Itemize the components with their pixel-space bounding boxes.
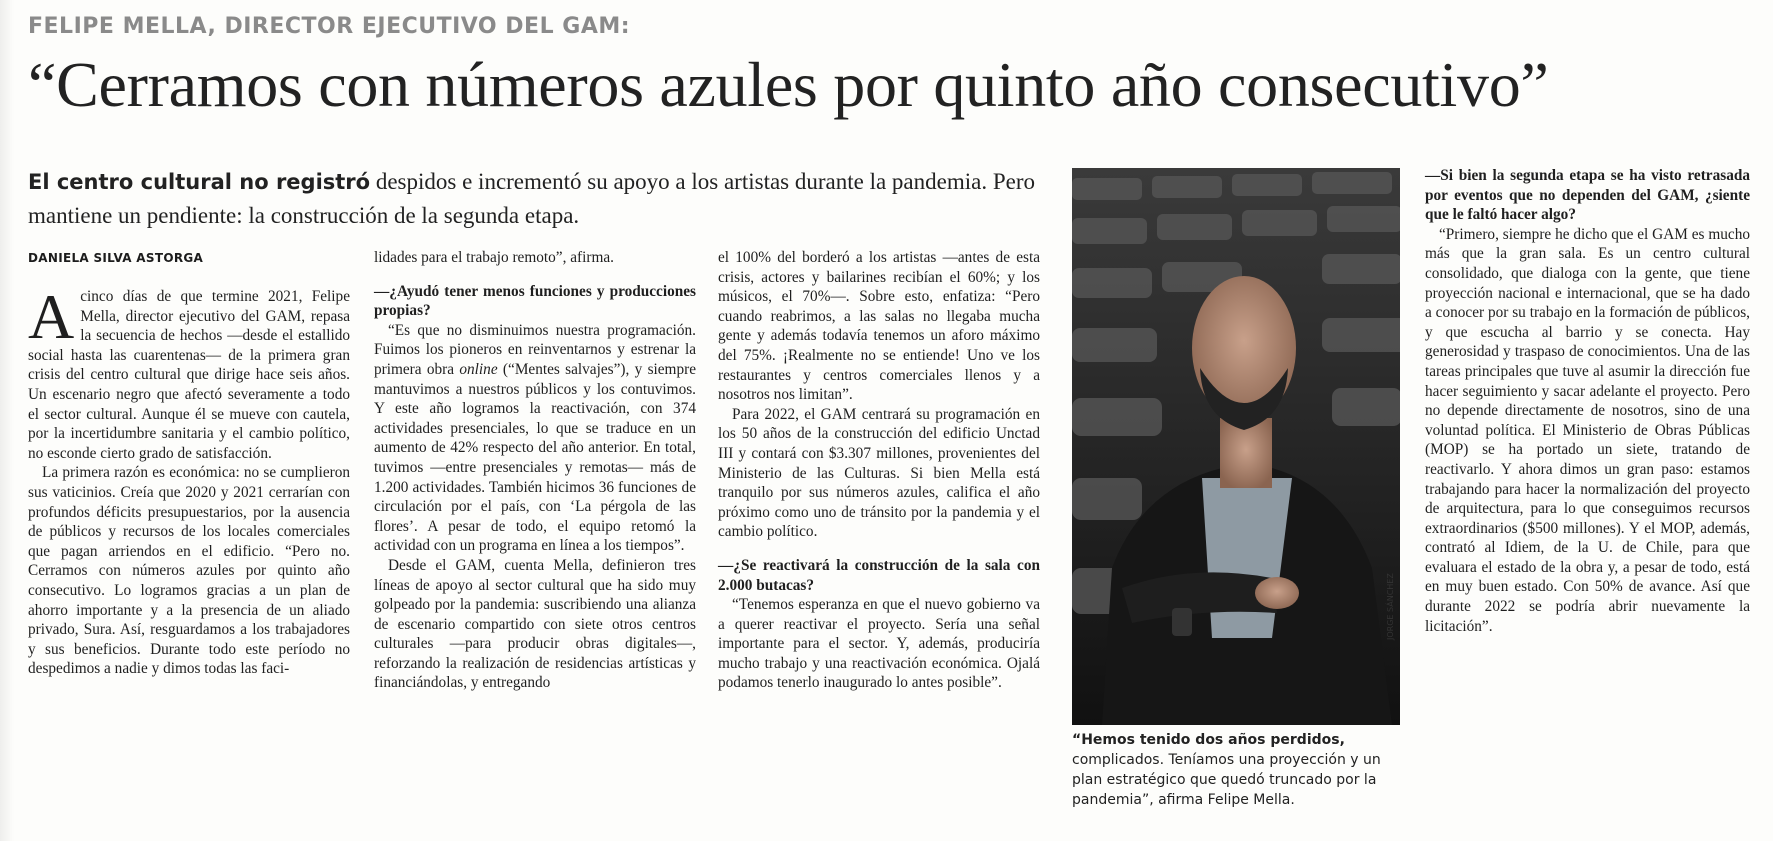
- caption-lead: “Hemos tenido dos años perdidos,: [1072, 732, 1345, 748]
- page-gutter-shadow: [0, 0, 14, 841]
- paragraph: Para 2022, el GAM centrará su programación en los 50 años de la construcción del edificio Unctad III y contará con $3.307 millones, provenientes del Ministerio de las Culturas. Si bien Mella está tranquilo por sus números azules, califica el año próximo como uno de tránsito por la pandemia y el cambio político.: [718, 405, 1040, 541]
- paragraph-text: cinco días de que termine 2021, Felipe Mella, director ejecutivo del GAM, repasa la secuencia de hechos —desde el estallido social hasta las cuarentenas— de la primera gran crisis del centro cultural que dirige hace seis años. Un escenario negro que afectó severamente a todo el sector cultural. Aunque él se mueve con cautela, por la incertidumbre sanitaria y el cambio político, no esconde cierto grado de satisfacción.: [28, 288, 350, 462]
- headline: “Cerramos con números azules por quinto año consecutivo”: [28, 49, 1549, 120]
- photo-credit: JORGE SÁNCHEZ: [1386, 573, 1395, 640]
- portrait-photo: [1072, 168, 1400, 725]
- paragraph: lidades para el trabajo remoto”, afirma.: [374, 249, 614, 266]
- paragraph: La primera razón es económica: no se cumplieron sus vaticinios. Creía que 2020 y 2021 cerrarían con profundos déficits presupuestarios, por la ausencia de públicos y recursos de los locales comerciales que pagan arriendos en el edificio. “Pero no. Cerramos con números azules por quinto año consecutivo. Lo logramos gracias a un plan de ahorro importante y a la presencia de un aliado privado, Sura. Así, resguardamos a los trabajadores y sus beneficios. Durante todo este período no despedimos a nadie y dimos todas las faci-: [28, 464, 350, 678]
- paragraph: [28, 281, 350, 463]
- deck-lead: El centro cultural no registró: [28, 170, 371, 194]
- deck-text: despidos e incrementó su apoyo a los artistas durante la pandemia. Pero mantiene un pendiente: la construcción de la segunda etapa.: [28, 169, 1035, 228]
- byline: DANIELA SILVA ASTORGA: [28, 251, 204, 265]
- interview-question: —¿Se reactivará la construcción de la sala con 2.000 butacas?: [718, 556, 1040, 594]
- photo-illustration: [1072, 168, 1400, 725]
- drop-cap: A: [28, 281, 75, 352]
- caption-text: complicados. Teníamos una proyección y un plan estratégico que quedó truncado por la pandemia”, afirma Felipe Mella.: [1072, 752, 1381, 808]
- paragraph-text: (“Mentes salvajes”), y siempre mantuvimos a nuestros públicos y los contuvimos. Y este año logramos la reactivación, con 374 actividades presenciales, lo que se traduce en un aumento de 42% respecto del año anterior. En total, tuvimos —entre presenciales y remotas— más de 1.200 actividades. También hicimos 36 funciones de circulación por el país, con ‘La pérgola de las flores’. A pesar de todo, el equipo retomó la actividad con un programa en línea a los tiempos”.: [374, 360, 696, 555]
- paragraph: [374, 321, 696, 556]
- paragraph: “Primero, siempre he dicho que el GAM es mucho más que la gran sala. Es un centro cultural consolidado, que dialoga con la gente, que tiene proyección nacional e internacional, que se ha dado a conocer por su trabajo en la formación de públicos, y que escucha al barrio y se conecta. Hay generosidad y traspaso de conocimientos. Una de las tareas principales que tuve al asumir la dirección fue hacer seguimiento y sacar adelante el proyecto. Pero no depende directamente de nosotros, sino de una voluntad política. El Ministerio de Obras Públicas (MOP) se ha portado un siete, tratando de reactivarlo. Y ahora dimos un gran paso: estamos trabajando para hacer la normalización del proyecto de arquitectura, para lo que conseguimos recursos extraordinarios ($500 millones). Y el MOP, además, contrató al Idiem, de la U. de Chile, para que evaluara el estado de la obra y, a pesar de todo, está en muy buen estado. Con 50% de avance. Así que durante 2022 se podría abrir nuevamente la licitación”.: [1425, 225, 1750, 635]
- article-column-2: [374, 248, 696, 693]
- photo-caption: [1072, 730, 1402, 810]
- interview-question: —¿Ayudó tener menos funciones y producciones propias?: [374, 282, 696, 320]
- article-column-3: [718, 248, 1040, 693]
- deck: [28, 165, 1038, 232]
- paragraph: “Tenemos esperanza en que el nuevo gobierno va a querer reactivar el proyecto. Sería una señal importante para el sector. Y, además, produciría mucho trabajo y una reactivación económica. Ojalá podamos tenerlo inaugurado lo antes posible”.: [718, 596, 1040, 692]
- interview-question: —Si bien la segunda etapa se ha visto retrasada por eventos que no dependen del GAM, ¿siente que le faltó hacer algo?: [1425, 167, 1750, 224]
- paragraph: el 100% del borderó a los artistas —antes de esta crisis, actores y bailarines recibían el 60%; y los músicos, el 70%—. Sobre esto, enfatiza: “Pero cuando reabrimos, a las salas no llegaba mucha gente y además todavía tenemos un aforo máximo del 75%. ¡Realmente no se entiende! Uno ve los restaurantes y centros comerciales llenos y a nosotros nos limitan”.: [718, 249, 1040, 404]
- paragraph: Desde el GAM, cuenta Mella, definieron tres líneas de apoyo al sector cultural que ha sido muy golpeado por la pandemia: suscribiendo una alianza de escenario compartido con siete otros centros culturales —para producir obras digitales—, reforzando la realización de residencias artísticas y financiándolas, y entregando: [374, 556, 696, 692]
- article-column-1: [28, 281, 350, 679]
- kicker: FELIPE MELLA, DIRECTOR EJECUTIVO DEL GAM:: [28, 14, 631, 39]
- italic-word: online: [459, 360, 498, 378]
- paragraph-text: “Es que no disminuimos nuestra programación. Fuimos los pioneros en reinventarnos y estrenar la primera obra: [374, 321, 696, 378]
- article-column-4: [1425, 166, 1750, 636]
